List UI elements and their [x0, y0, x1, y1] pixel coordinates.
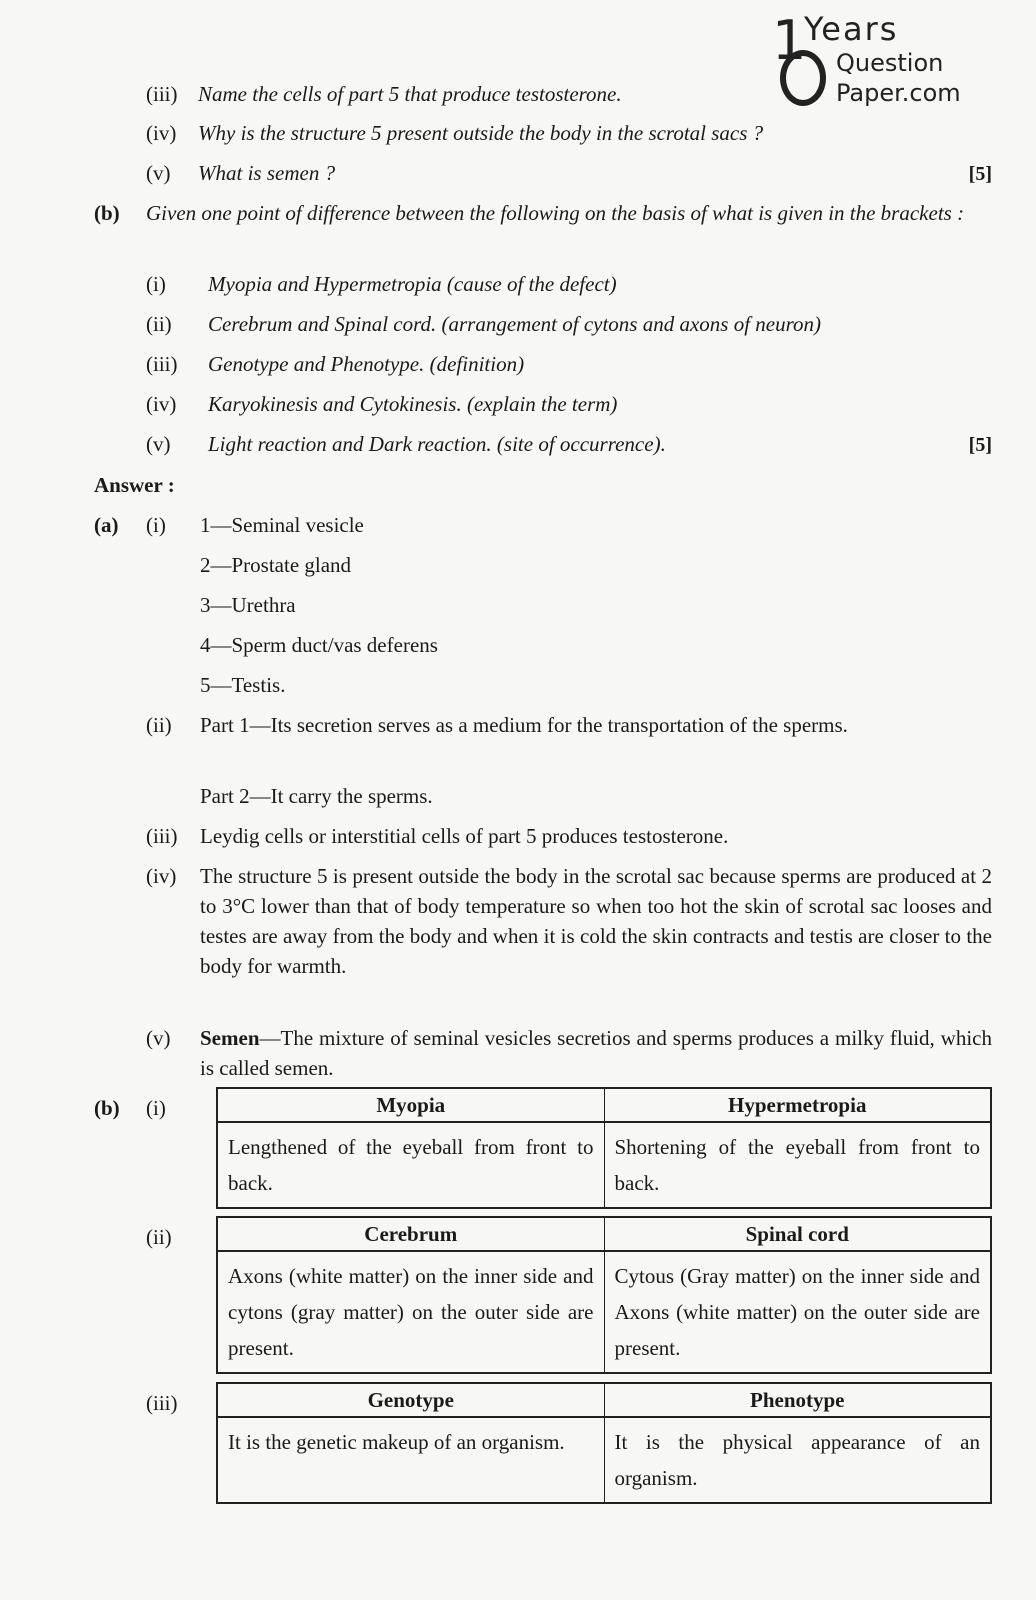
- question-b-iv: [146, 389, 617, 419]
- answer-a-ii-text: Part 1—Its secretion serves as a medium for the transportation of the sperms.: [200, 713, 848, 737]
- answer-a-ii-text-part2: Part 2—It carry the sperms.: [200, 784, 433, 808]
- marks-a: [5]: [968, 163, 992, 185]
- question-b-v: [146, 429, 666, 459]
- myopia-hypermetropia-table: [216, 1087, 992, 1209]
- logo-paper-text: Paper.com: [836, 79, 961, 107]
- marks-b: [5]: [968, 434, 992, 456]
- item-number: (iv): [146, 392, 177, 416]
- answer-b-label: (b): [94, 1096, 120, 1120]
- answer-heading: Answer :: [94, 473, 175, 497]
- table-3-number: (iii): [146, 1391, 178, 1415]
- logo-digit-one: 1: [772, 9, 807, 72]
- answer-part-2: 2—Prostate gland: [200, 553, 352, 577]
- answer-a-ii-number: (ii): [146, 713, 172, 737]
- logo-digit-zero-ring: [780, 50, 826, 106]
- answer-a-v-number: (v): [146, 1026, 171, 1050]
- item-number: (ii): [146, 312, 172, 336]
- answer-part-4: 4—Sperm duct/vas deferens: [200, 633, 438, 657]
- cerebrum-spinal-cord-table: [216, 1216, 992, 1374]
- item-number: (iii): [146, 82, 178, 106]
- question-text: Light reaction and Dark reaction. (site of occurrence).: [208, 432, 666, 456]
- question-text: What is semen ?: [198, 161, 336, 185]
- question-b-i: [146, 269, 617, 299]
- answer-part-5: 5—Testis.: [200, 673, 286, 697]
- item-number: (iv): [146, 121, 177, 145]
- answer-a-iv-text: The structure 5 is present outside the body in the scrotal sac because sperms are produced at 2 to 3°C lower than that of body temperature so when too hot the skin of scrotal sac looses and testes are away from the body and when it is cold the skin contracts and testis are closer to the body for warmth.: [200, 864, 992, 978]
- logo-question-text: Question: [836, 49, 944, 77]
- table-1-number: (i): [146, 1096, 166, 1120]
- item-number: (iii): [146, 352, 178, 376]
- genotype-phenotype-table: [216, 1382, 992, 1504]
- answer-a-iii-number: (iii): [146, 824, 178, 848]
- answer-a-iii-text: Leydig cells or interstitial cells of part 5 produces testosterone.: [200, 824, 729, 848]
- question-text: Cerebrum and Spinal cord. (arrangement of cytons and axons of neuron): [208, 312, 822, 336]
- item-number: (v): [146, 161, 171, 185]
- answer-a-iv-number: (iv): [146, 864, 177, 888]
- answer-a-v-text: [200, 1023, 992, 1083]
- answer-a-label: (a): [94, 513, 119, 537]
- question-text: Genotype and Phenotype. (definition): [208, 352, 525, 376]
- question-text: Myopia and Hypermetropia (cause of the defect): [208, 272, 617, 296]
- question-a-iv: [146, 118, 763, 148]
- question-b-intro: Given one point of difference between the following on the basis of what is given in the brackets :: [146, 201, 965, 225]
- question-text: Name the cells of part 5 that produce testosterone.: [198, 82, 622, 106]
- table-header-spinal-cord: Spinal cord: [604, 1217, 991, 1251]
- question-a-v: [146, 158, 335, 188]
- question-text: Why is the structure 5 present outside the body in the scrotal sacs ?: [198, 121, 764, 145]
- table-cell-hypermetropia: Shortening of the eyeball from front to back.: [604, 1122, 991, 1208]
- table-header-hypermetropia: Hypermetropia: [604, 1088, 991, 1122]
- question-b-iii: [146, 349, 524, 379]
- question-text: Karyokinesis and Cytokinesis. (explain the term): [208, 392, 618, 416]
- question-b-label: (b): [94, 201, 120, 225]
- table-header-genotype: Genotype: [217, 1383, 604, 1417]
- item-number: (v): [146, 432, 171, 456]
- semen-term: Semen: [200, 1026, 260, 1050]
- question-a-iii: [146, 79, 622, 109]
- table-header-cerebrum: Cerebrum: [217, 1217, 604, 1251]
- logo-years-text: Years: [804, 10, 899, 48]
- answer-part-3: 3—Urethra: [200, 593, 296, 617]
- table-2-number: (ii): [146, 1225, 172, 1249]
- table-cell-phenotype: It is the physical appearance of an organism.: [604, 1417, 991, 1503]
- table-cell-cerebrum: Axons (white matter) on the inner side and cytons (gray matter) on the outer side are present.: [217, 1251, 604, 1373]
- answer-part-1: 1—Seminal vesicle: [200, 513, 364, 537]
- table-cell-myopia: Lengthened of the eyeball from front to back.: [217, 1122, 604, 1208]
- table-header-myopia: Myopia: [217, 1088, 604, 1122]
- question-b-ii: [146, 309, 821, 339]
- answer-a-i-number: (i): [146, 513, 166, 537]
- table-cell-spinal-cord: Cytous (Gray matter) on the inner side and Axons (white matter) on the outer side are present.: [604, 1251, 991, 1373]
- semen-definition: —The mixture of seminal vesicles secretios and sperms produces a milky fluid, which is called semen.: [200, 1026, 992, 1080]
- table-header-phenotype: Phenotype: [604, 1383, 991, 1417]
- table-cell-genotype: It is the genetic makeup of an organism.: [217, 1417, 604, 1503]
- site-logo[interactable]: [770, 8, 1000, 108]
- item-number: (i): [146, 272, 166, 296]
